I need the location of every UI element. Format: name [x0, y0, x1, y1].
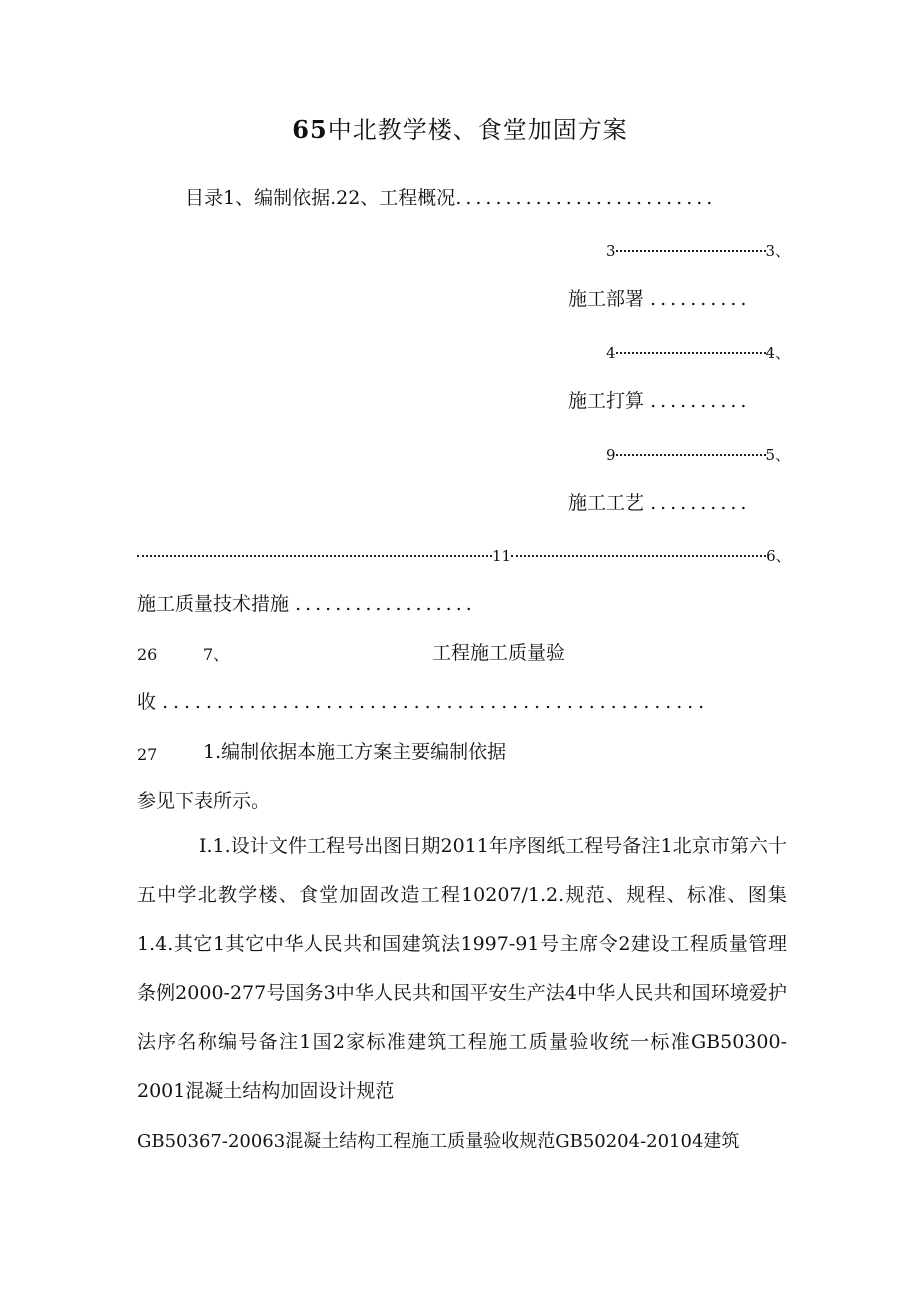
toc-line-5: [568, 389, 750, 413]
toc-line-2: [606, 238, 790, 263]
toc-line-3-dots: ..........: [650, 288, 751, 310]
toc-line-10-page: 26: [137, 645, 158, 664]
toc-line-11-dots: ..................................................: [162, 691, 710, 713]
toc-line-9-text: 施工质量技术措施: [137, 593, 290, 615]
toc-line-8: [137, 543, 791, 568]
toc-line-11-text: 收: [137, 691, 157, 713]
toc-line-3-text: 施工部署: [568, 288, 645, 310]
toc-line-5-dots: ..........: [650, 390, 751, 412]
toc-line-1-text: 目录1、编制依据.22、工程概况: [185, 187, 456, 209]
toc-line-12-page: 27: [137, 745, 158, 764]
toc-line-6-page: 9: [606, 446, 616, 464]
section-heading: 1.编制依据本施工方案主要编制依据: [203, 741, 507, 763]
toc-line-7: [568, 491, 750, 515]
toc-line-7-dots: ..........: [650, 492, 751, 514]
toc-line-4-page: 4: [606, 344, 616, 362]
toc-leader-dots: [511, 555, 766, 557]
title-number: 65: [292, 115, 328, 144]
toc-line-9-dots: ..................: [295, 593, 476, 615]
page-title: [0, 110, 920, 145]
toc-line-10-text: 工程施工质量验: [432, 642, 566, 664]
toc-line-6: [606, 442, 790, 467]
toc-line-10-next: 7、: [203, 645, 230, 664]
reference-line: 参见下表所示。: [137, 790, 271, 812]
toc-line-5-text: 施工打算: [568, 390, 645, 412]
toc-line-8-next: 6、: [766, 547, 791, 565]
toc-line-6-next: 5、: [765, 446, 791, 464]
toc-line-3: [568, 287, 750, 311]
body-paragraph: I.1.设计文件工程号出图日期2011年序图纸工程号备注1北京市第六十五中学北教学楼、食堂加固改造工程10207/1.2.规范、规程、标准、图集1.4.其它1其它中华人民共和国建筑法1997-91号主席令2建设工程质量管理条例2000-277号国务3中华人民共和国平安生产法4中华人民共和国环境爱护法序名称编号备注1国2家标准建筑工程施工质量验收统一标准GB50300-2001混凝土结构加固设计规范: [137, 835, 787, 1102]
toc-line-1-dots: ..........................: [455, 187, 717, 209]
toc-leader-dots: [616, 454, 766, 456]
toc-line-11: [137, 690, 709, 714]
toc-line-4-next: 4、: [765, 344, 791, 362]
toc-line-9: [137, 592, 476, 616]
toc-leader-dots: [616, 250, 766, 252]
toc-leader-dots: [137, 555, 492, 557]
toc-line-8-page: 11: [492, 547, 512, 565]
toc-line-2-next: 3、: [765, 242, 791, 260]
toc-leader-dots: [616, 352, 766, 354]
title-text: 中北教学楼、食堂加固方案: [327, 116, 628, 144]
toc-line-1: [185, 186, 716, 210]
toc-line-2-page: 3: [606, 242, 616, 260]
toc-line-4: [606, 340, 790, 365]
body-last-line: GB50367-20063混凝土结构工程施工质量验收规范GB50204-20104建筑: [137, 1131, 740, 1152]
toc-line-7-text: 施工工艺: [568, 492, 645, 514]
